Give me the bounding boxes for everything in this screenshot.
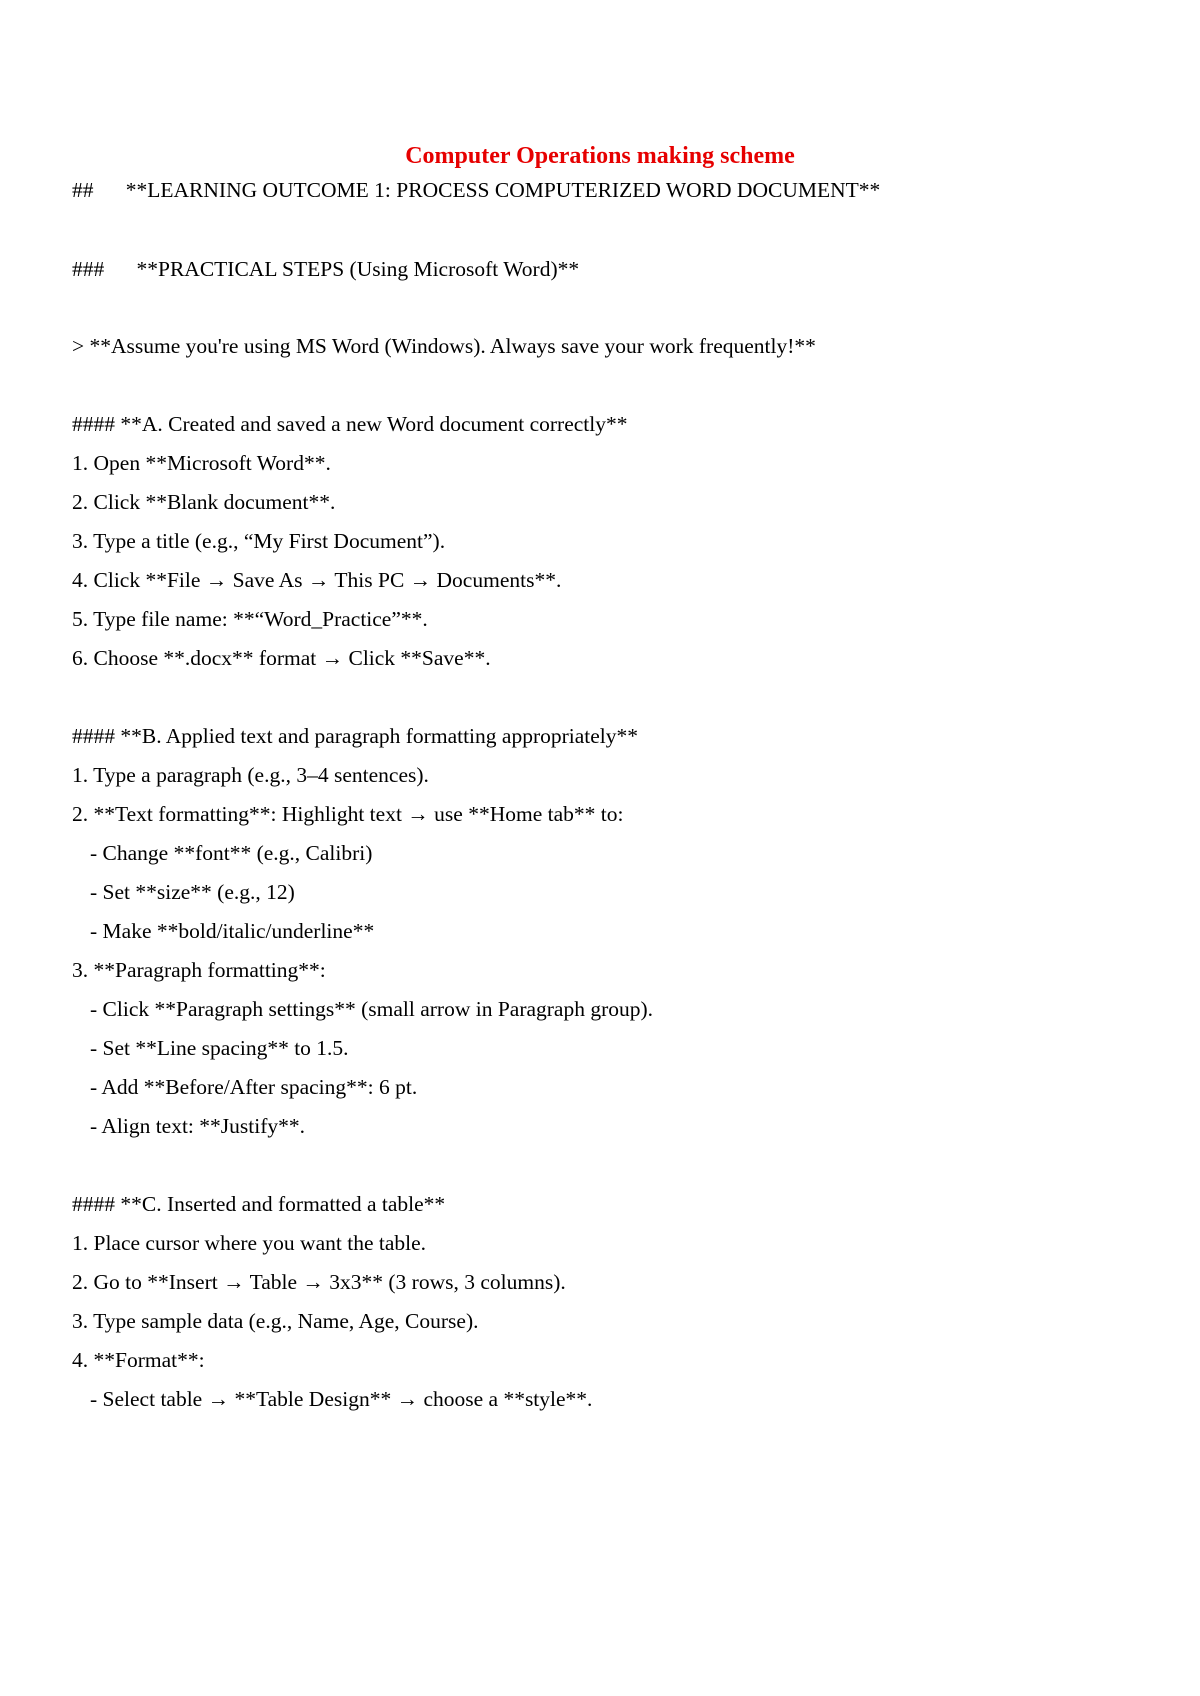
section-b-step: 2. **Text formatting**: Highlight text → use **Home tab** to: xyxy=(72,802,624,826)
section-c-step: 2. Go to **Insert → Table → 3x3** (3 rows, 3 columns). xyxy=(72,1270,566,1294)
section-b-step: 1. Type a paragraph (e.g., 3–4 sentences). xyxy=(72,763,429,787)
section-a-step: 5. Type file name: **“Word_Practice”**. xyxy=(72,607,428,631)
section-c-step: 1. Place cursor where you want the table. xyxy=(72,1231,427,1255)
section-b-step: 3. **Paragraph formatting**: xyxy=(72,958,326,982)
section-c-heading: #### **C. Inserted and formatted a table** xyxy=(72,1192,446,1216)
assumption-note: > **Assume you're using MS Word (Windows). Always save your work frequently!** xyxy=(72,334,816,358)
section-b-substep: - Change **font** (e.g., Calibri) xyxy=(90,841,373,865)
section-a-step: 3. Type a title (e.g., “My First Document”). xyxy=(72,529,446,553)
section-b-substep: - Make **bold/italic/underline** xyxy=(90,919,375,943)
section-b-substep: - Set **Line spacing** to 1.5. xyxy=(90,1036,349,1060)
section-b-substep: - Add **Before/After spacing**: 6 pt. xyxy=(90,1075,418,1099)
section-b-substep: - Align text: **Justify**. xyxy=(90,1114,305,1138)
section-a-step: 4. Click **File → Save As → This PC → Documents**. xyxy=(72,568,562,592)
document-title: Computer Operations making scheme xyxy=(405,143,795,169)
section-a-step: 1. Open **Microsoft Word**. xyxy=(72,451,331,475)
practical-steps-heading: ### **PRACTICAL STEPS (Using Microsoft Word)** xyxy=(72,257,580,281)
section-c-step: 3. Type sample data (e.g., Name, Age, Course). xyxy=(72,1309,479,1333)
section-a-step: 2. Click **Blank document**. xyxy=(72,490,336,514)
section-b-substep: - Click **Paragraph settings** (small arrow in Paragraph group). xyxy=(90,997,654,1021)
section-a-step: 6. Choose **.docx** format → Click **Save**. xyxy=(72,646,491,670)
learning-outcome-heading: ## **LEARNING OUTCOME 1: PROCESS COMPUTERIZED WORD DOCUMENT** xyxy=(72,178,881,202)
section-c-step: 4. **Format**: xyxy=(72,1348,205,1372)
section-b-substep: - Set **size** (e.g., 12) xyxy=(90,880,295,904)
section-b-heading: #### **B. Applied text and paragraph formatting appropriately** xyxy=(72,724,639,748)
section-a-heading: #### **A. Created and saved a new Word document correctly** xyxy=(72,412,628,436)
section-c-substep: - Select table → **Table Design** → choose a **style**. xyxy=(90,1387,593,1411)
